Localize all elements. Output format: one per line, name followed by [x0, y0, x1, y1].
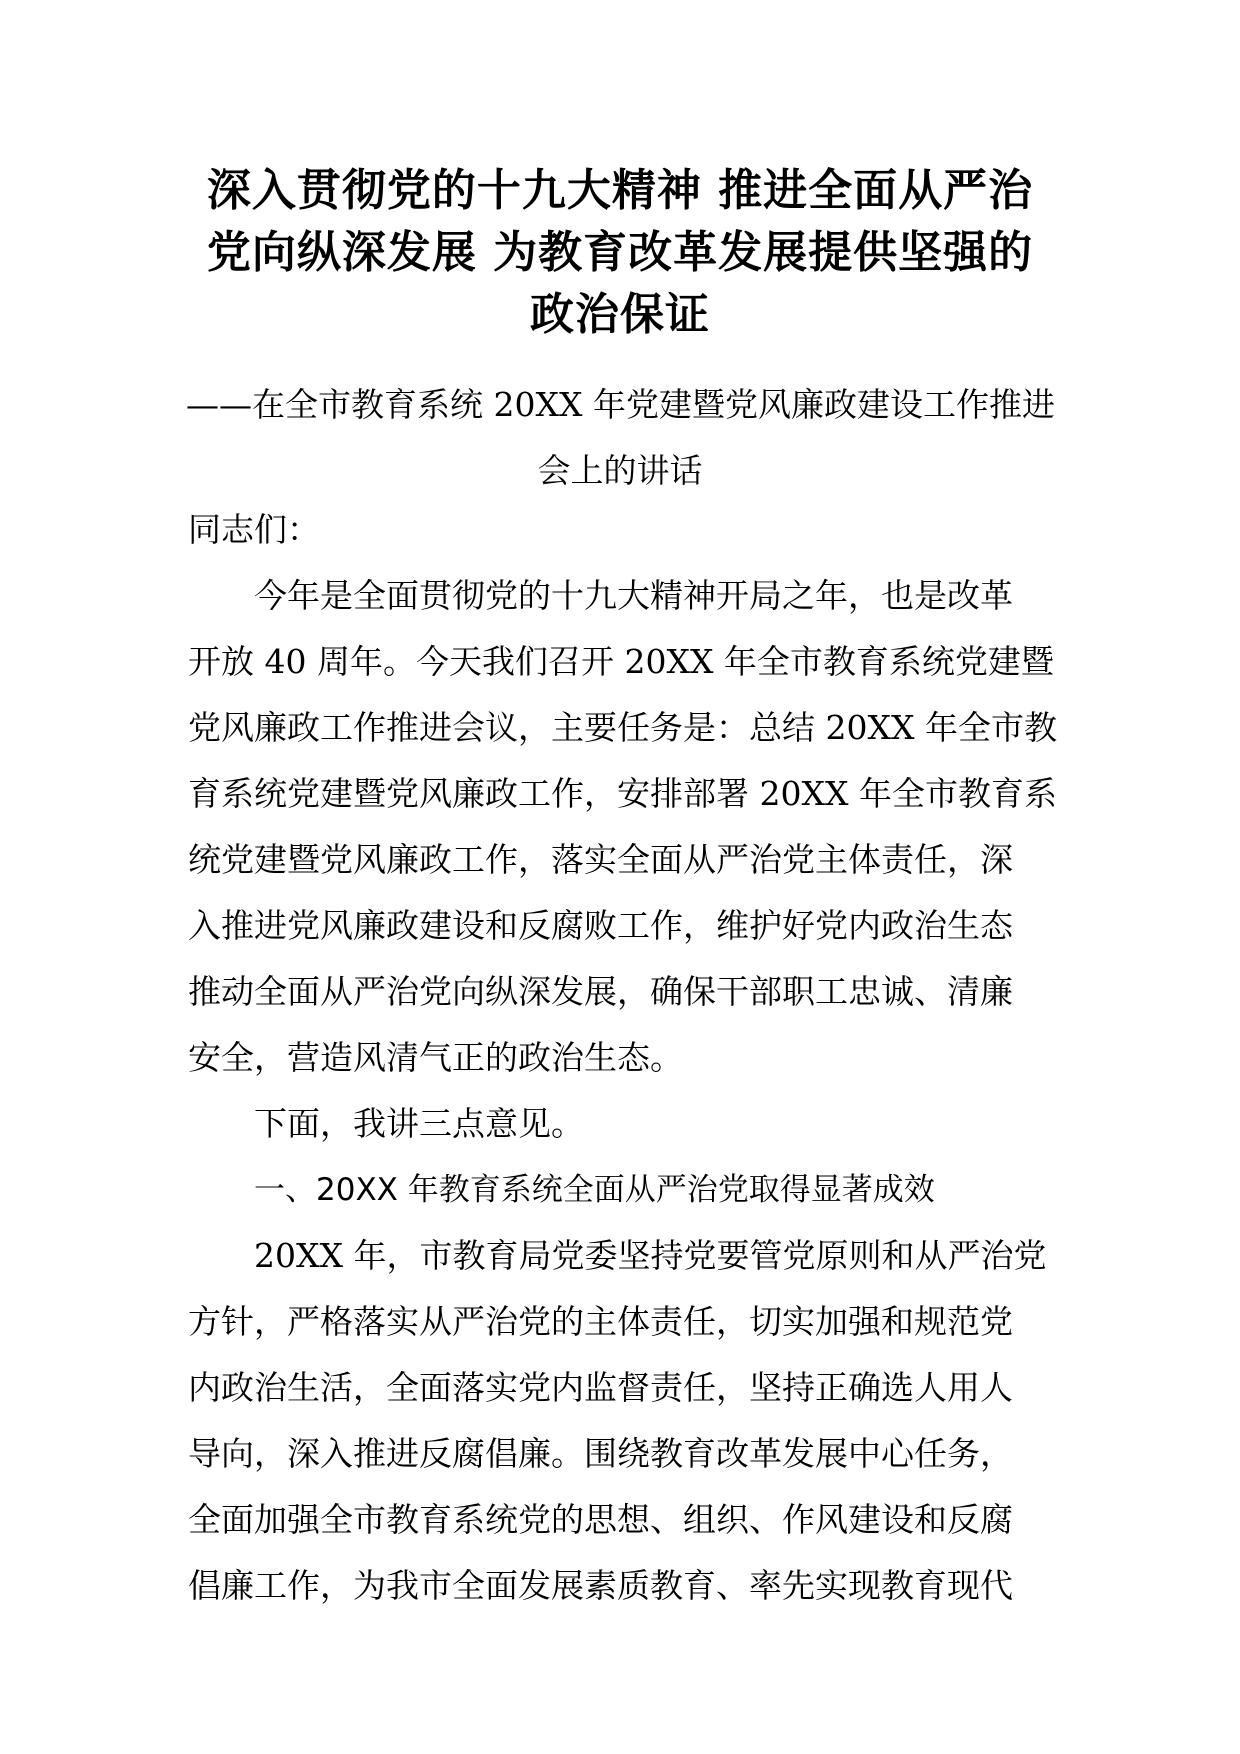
paragraph-line: 开放 40 周年。今天我们召开 20XX 年全市教育系统党建暨 — [188, 642, 1054, 681]
title-line: 政治保证 — [530, 289, 710, 340]
paragraph-section1 — [188, 1223, 1054, 1619]
paragraph-line: 党风廉政工作推进会议，主要任务是：总结 20XX 年全市教 — [188, 708, 1057, 747]
document-title — [180, 160, 1060, 346]
title-line: 深入贯彻党的十九大精神 推进全面从严治 — [206, 165, 1034, 216]
paragraph-line: 20XX 年，市教育局党委坚持党要管党原则和从严治党 — [254, 1236, 1047, 1275]
subtitle-line: ——在全市教育系统 20XX 年党建暨党风廉政建设工作推进 — [186, 385, 1055, 424]
section-heading: 一、20XX 年教育系统全面从严治党取得显著成效 — [254, 1172, 935, 1208]
title-line: 党向纵深发展 为教育改革发展提供坚强的 — [206, 227, 1034, 278]
paragraph-line: 全面加强全市教育系统党的思想、组织、作风建设和反腐 — [188, 1500, 1013, 1539]
paragraph-line: 导向，深入推进反腐倡廉。围绕教育改革发展中心任务， — [188, 1434, 1013, 1473]
salutation: 同志们： — [188, 510, 320, 549]
paragraph-line: 入推进党风廉政建设和反腐败工作，维护好党内政治生态 — [188, 906, 1013, 945]
paragraph-line: 内政治生活，全面落实党内监督责任，坚持正确选人用人 — [188, 1368, 1013, 1407]
document-body — [188, 497, 1057, 1619]
paragraph-line: 倡廉工作，为我市全面发展素质教育、率先实现教育现代 — [188, 1566, 1013, 1605]
paragraph-line: 育系统党建暨党风廉政工作，安排部署 20XX 年全市教育系 — [188, 774, 1057, 813]
paragraph-transition: 下面，我讲三点意见。 — [254, 1104, 584, 1143]
paragraph-line: 统党建暨党风廉政工作，落实全面从严治党主体责任，深 — [188, 840, 1013, 879]
paragraph-intro — [188, 563, 1057, 1091]
paragraph-line: 推动全面从严治党向纵深发展，确保干部职工忠诚、清廉 — [188, 972, 1013, 1011]
paragraph-line: 安全，营造风清气正的政治生态。 — [188, 1038, 683, 1077]
paragraph-line: 方针，严格落实从严治党的主体责任，切实加强和规范党 — [188, 1302, 1013, 1341]
subtitle-line: 会上的讲话 — [537, 451, 703, 490]
document-subtitle — [186, 372, 1054, 504]
paragraph-line: 今年是全面贯彻党的十九大精神开局之年，也是改革 — [254, 576, 1013, 615]
